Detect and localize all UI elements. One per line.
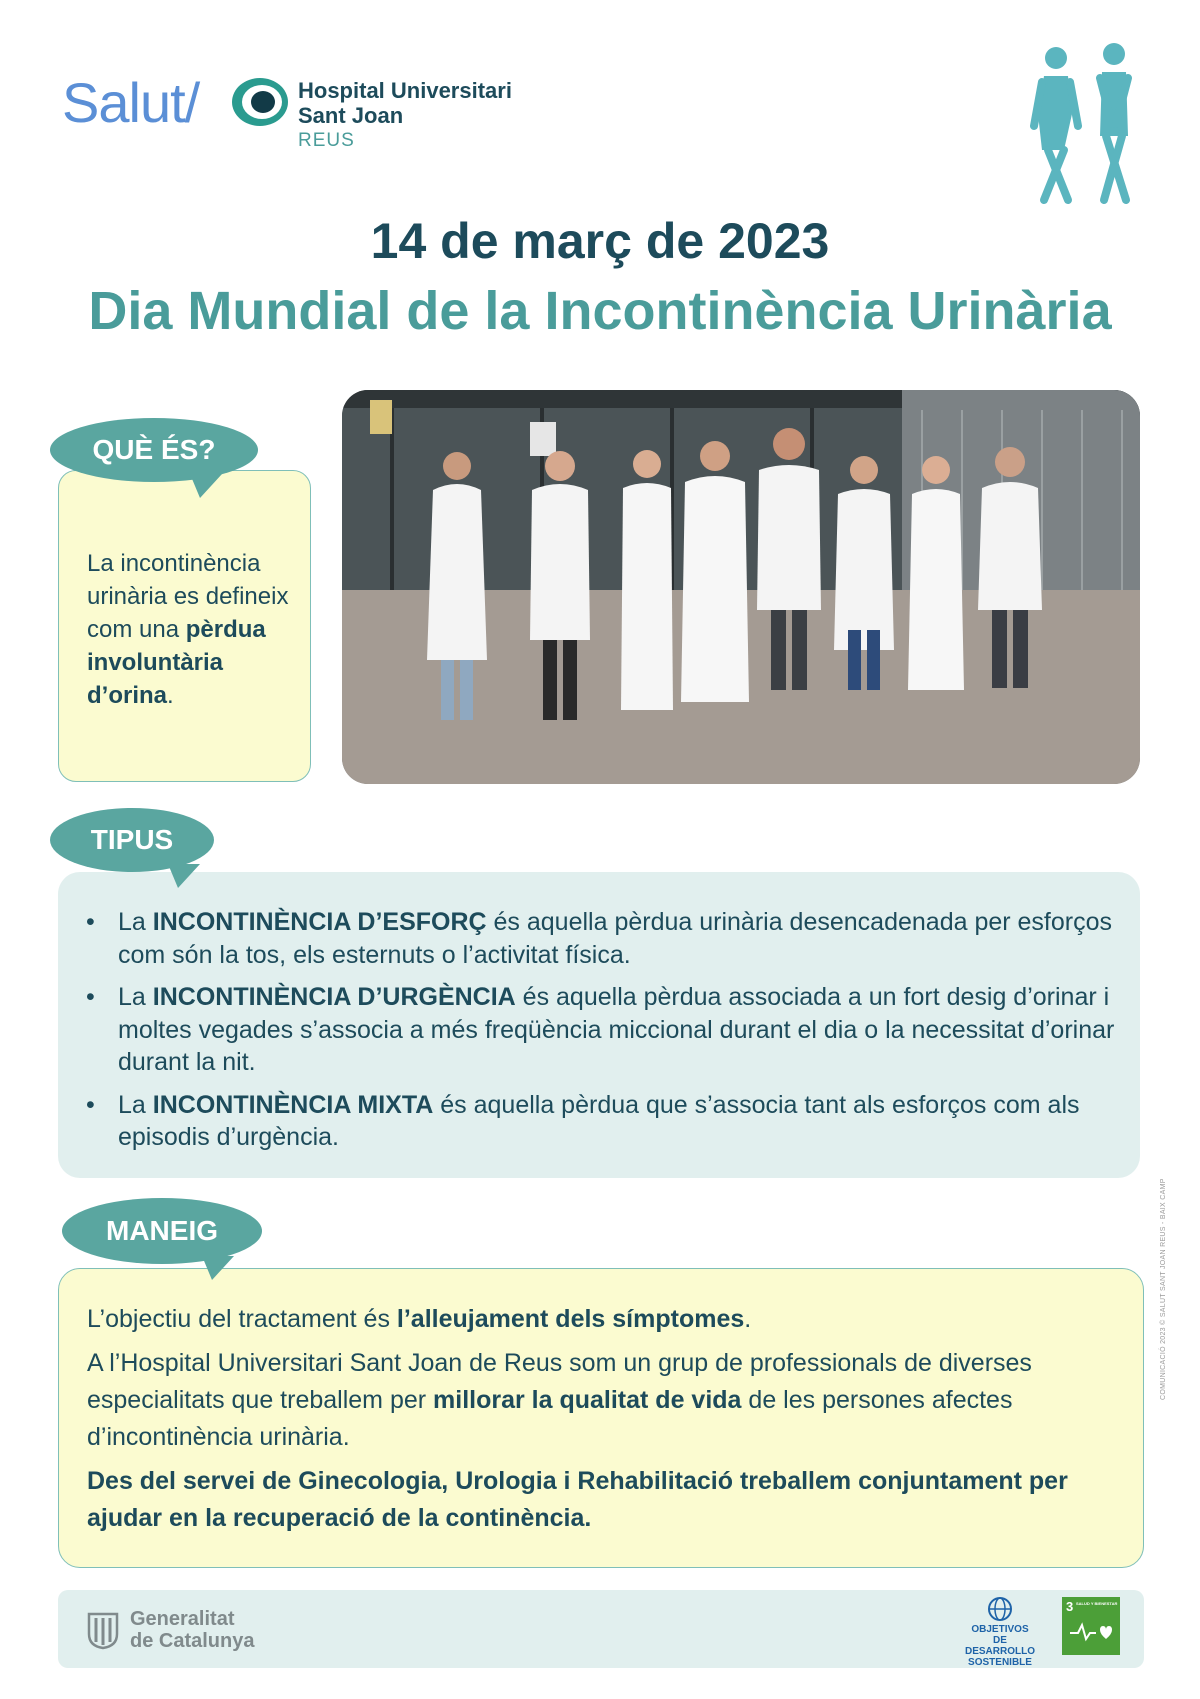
que-es-heading: QUÈ ÉS? (50, 418, 258, 482)
que-es-text: La incontinència urinària es defineix com una pèrdua involuntària d’orina. (87, 550, 289, 709)
tipus-item-esforc-title: INCONTINÈNCIA D’ESFORÇ (152, 908, 487, 936)
que-es-highlight: pèrdua involuntària d’orina (87, 616, 266, 709)
maneig-paragraph-objectiu: L’objectiu del tractament és l’alleujament dels símptomes. (87, 1305, 752, 1333)
hospital-name-line1: Hospital Universitari (298, 78, 512, 103)
heartbeat-icon (1070, 1621, 1112, 1643)
hospital-name-line2: Sant Joan (298, 103, 404, 128)
un-globe-icon (987, 1596, 1013, 1622)
hospital-city: REUS (298, 130, 355, 151)
generalitat-logo-text: Generalitat de Catalunya (130, 1608, 255, 1652)
maneig-paragraph-serveis: Des del servei de Ginecologia, Urologia i Rehabilitació treballem conjuntament per ajudar en la recuperació de la continència. (87, 1467, 1068, 1532)
tipus-list (118, 906, 1118, 1164)
maneig-box (58, 1268, 1144, 1568)
page-title: Dia Mundial de la Incontinència Urinària (88, 281, 1112, 341)
generalitat-emblem-icon (86, 1610, 120, 1650)
copyright-note: COMUNICACIÓ 2023 © SALUT SANT JOAN REUS - BAIX CAMP (1160, 1178, 1167, 1400)
que-es-box (58, 470, 311, 782)
tipus-heading: TIPUS (50, 808, 214, 872)
tipus-item-urgencia: • La INCONTINÈNCIA D’URGÈNCIA és aquella pèrdua associada a un fort desig d’orinar i moltes vegades s’associa a més freqüència miccional durant el dia o la necessitat d’orinar durant la nit. (118, 981, 1118, 1079)
hospital-logo-icon (230, 76, 290, 128)
team-photo (342, 390, 1140, 784)
event-date: 14 de març de 2023 (370, 213, 830, 269)
tipus-item-esforc: • La INCONTINÈNCIA D’ESFORÇ és aquella pèrdua urinària desencadenada per esforços com són la tos, els esternuts o l’activitat física. (118, 906, 1118, 971)
footer (58, 1590, 1144, 1668)
tipus-box (58, 872, 1140, 1178)
salut-logo-text: Salut/ (62, 71, 200, 134)
people-crossing-legs-icon (1028, 42, 1144, 206)
sdg3-badge: 3 SALUD Y BIENESTAR (1062, 1597, 1120, 1655)
ods-logo: OBJETIVOS DE DESARROLLO SOSTENIBLE (961, 1596, 1039, 1668)
hospital-name (298, 78, 512, 128)
tipus-item-urgencia-title: INCONTINÈNCIA D’URGÈNCIA (152, 983, 516, 1011)
tipus-item-mixta: • La INCONTINÈNCIA MIXTA és aquella pèrdua que s’associa tant als esforços com als episodis d’urgència. (118, 1089, 1118, 1154)
tipus-item-mixta-title: INCONTINÈNCIA MIXTA (152, 1090, 434, 1119)
team-photo-illustration (342, 390, 1140, 784)
maneig-paragraph-hospital: A l’Hospital Universitari Sant Joan de Reus som un grup de professionals de diverses especialitats que treballem per millorar la qualitat de vida de les persones afectes d’incontinència urinària. (87, 1349, 1032, 1451)
maneig-heading: MANEIG (62, 1198, 262, 1264)
